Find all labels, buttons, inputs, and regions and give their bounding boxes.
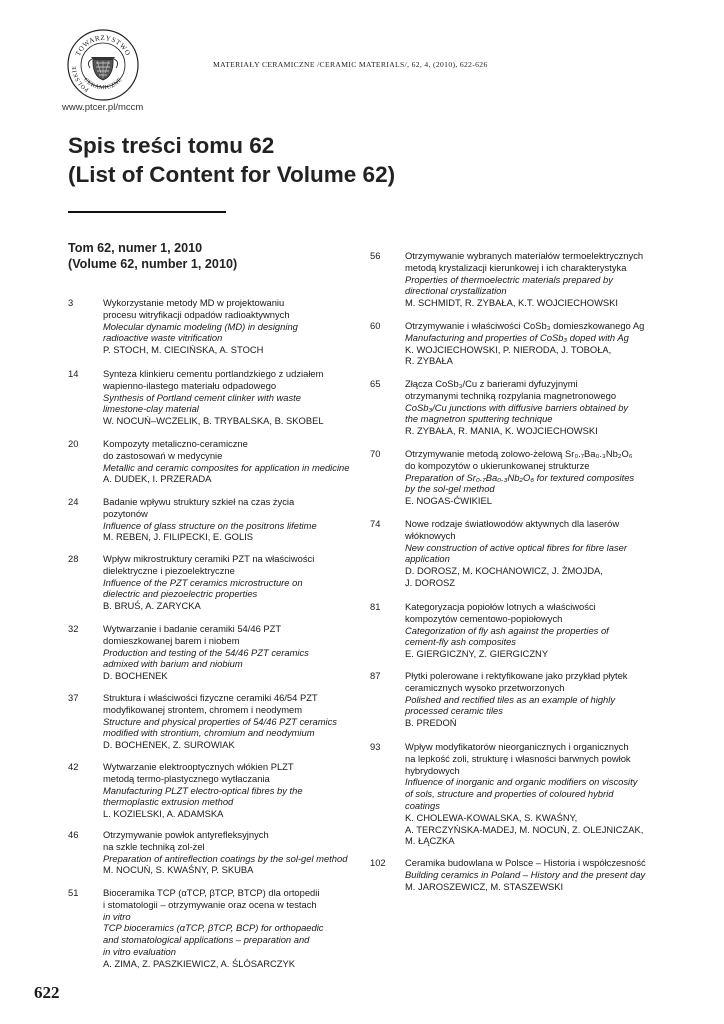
toc-entry-title-english: of sols, structure and properties of coloured hybrid	[405, 788, 614, 800]
toc-entry-title-english: admixed with barium and niobium	[103, 658, 243, 670]
toc-entry-title-english: Building ceramics in Poland – History and the present day	[405, 868, 646, 880]
toc-entry-authors: A. TERCZYŃSKA-MADEJ, M. NOCUŃ, Z. OLEJNICZAK,	[405, 823, 644, 835]
toc-entry-title-polish: metodą krystalizacji kierunkowej i ich charakterystyka	[405, 261, 627, 273]
toc-entry-page: 42	[68, 761, 79, 772]
toc-entry-title-polish: dielektryczne i piezoelektryczne	[103, 564, 235, 576]
toc-entry-body	[103, 496, 363, 543]
toc-entry-title-polish: i stomatologii – otrzymywanie oraz ocena w testach	[103, 898, 317, 910]
toc-entry-authors: D. DOROSZ, M. KOCHANOWICZ, J. ŻMOJDA,	[405, 565, 603, 577]
toc-entry-title-english: the magnetron sputtering technique	[405, 413, 553, 425]
toc-entry-title-english: radioactive waste vitrification	[103, 332, 223, 344]
toc-entry-page: 74	[370, 518, 381, 529]
toc-entry-page: 14	[68, 368, 79, 379]
toc-entry-title-english: dielectric and piezoelectric properties	[103, 588, 258, 600]
toc-entry-page: 46	[68, 829, 79, 840]
toc-entry-page: 102	[370, 857, 386, 868]
toc-entry-authors: D. BOCHENEK	[103, 670, 168, 682]
logo-bottom-text: CERAMICZNE	[82, 76, 124, 92]
toc-entry-authors: M. NOCUŃ, S. KWAŚNY, P. SKUBA	[103, 864, 254, 876]
toc-entry-page: 20	[68, 438, 79, 449]
toc-entry-title-polish: do zastosowań w medycynie	[103, 449, 223, 461]
toc-entry-title-english: by the sol-gel method	[405, 483, 495, 495]
toc-entry-title-english: cement-fly ash composites	[405, 636, 516, 648]
toc-entry-title-polish: Kompozyty metaliczno-ceramiczne	[103, 438, 248, 449]
toc-entry-title-polish: Otrzymywanie i właściwości CoSb₃ domieszkowanego Ag	[405, 320, 645, 331]
toc-entry-authors: K. WOJCIECHOWSKI, P. NIERODA, J. TOBOŁA,	[405, 343, 612, 355]
logo-left-text: POLSKIE	[71, 65, 91, 93]
toc-entry-authors: E. NOGAS-ĆWIKIEL	[405, 495, 492, 507]
toc-entry-title-english: coatings	[405, 799, 440, 811]
toc-entry-body	[405, 250, 680, 309]
toc-entry-title-polish: Wytwarzanie elektrooptycznych włókien PLZT	[103, 761, 294, 772]
toc-entry-title-english: and stomatological applications – preparation and	[103, 934, 310, 946]
toc-entry-title-english: directional crystallization	[405, 285, 507, 297]
toc-entry-title-polish: procesu witryfikacji odpadów radioaktywnych	[103, 308, 290, 320]
toc-entry-body	[405, 320, 680, 367]
toc-entry-title-polish: Wykorzystanie metody MD w projektowaniu	[103, 297, 285, 308]
toc-entry-page: 81	[370, 601, 381, 612]
toc-entry-body	[103, 692, 363, 751]
toc-entry-authors: M. SCHMIDT, R. ZYBAŁA, K.T. WOJCIECHOWSKI	[405, 297, 619, 309]
toc-entry-body	[405, 378, 680, 437]
toc-entry-title-english: Synthesis of Portland cement clinker with waste	[103, 391, 302, 403]
issue-heading-polish: Tom 62, numer 1, 2010	[68, 241, 203, 255]
toc-entry-body	[103, 553, 363, 612]
toc-entry-authors: M. ŁĄCZKA	[405, 835, 455, 847]
toc-entry-page: 93	[370, 741, 381, 752]
toc-entry-page: 65	[370, 378, 381, 389]
toc-entry-title-polish: metodą termo-plastycznego wytłaczania	[103, 772, 270, 784]
toc-entry-title-english: limestone-clay material	[103, 403, 199, 415]
toc-entry-body	[103, 761, 363, 820]
toc-entry-authors: B. BRUŚ, A. ZARYCKA	[103, 600, 201, 612]
title-line-english: (List of Content for Volume 62)	[68, 162, 396, 187]
toc-entry-page: 32	[68, 623, 79, 634]
toc-entry-page: 24	[68, 496, 79, 507]
toc-entry-authors: M. JAROSZEWICZ, M. STASZEWSKI	[405, 880, 564, 892]
toc-entry-authors: K. CHOLEWA-KOWALSKA, S. KWAŚNY,	[405, 811, 578, 823]
toc-entry-title-english: New construction of active optical fibres for fibre laser	[405, 541, 627, 553]
toc-entry-title-english: Production and testing of the 54/46 PZT ceramics	[103, 646, 309, 658]
toc-entry-title-english: Influence of glass structure on the positrons lifetime	[103, 519, 317, 531]
toc-entry-title-polish: otrzymanymi techniką rozpylania magnetronowego	[405, 389, 617, 401]
journal-citation: MATERIAŁY CERAMICZNE /CERAMIC MATERIALS/, 62, 4, (2010), 622-626	[213, 60, 488, 69]
toc-entry-title-english: Influence of inorganic and organic modifiers on viscosity	[405, 776, 638, 788]
toc-entry-title-english: CoSb₃/Cu junctions with diffusive barriers obtained by	[405, 401, 629, 413]
toc-entry-page: 56	[370, 250, 381, 261]
toc-entry-page: 37	[68, 692, 79, 703]
toc-entry-title-english: Preparation of Sr₀.₇Ba₀.₃Nb₂O₆ for textured composites	[405, 471, 635, 483]
toc-entry-page: 3	[68, 297, 74, 308]
toc-entry-title-polish: Otrzymywanie metodą zolowo-żelową Sr₀.₇Ba₀.₃Nb₂O₆	[405, 448, 633, 459]
toc-entry-title-polish: Nowe rodzaje światłowodów aktywnych dla laserów	[405, 518, 620, 529]
vessel-emblem-icon	[88, 57, 117, 80]
toc-entry-page: 60	[370, 320, 381, 331]
toc-entry-authors: R. ZYBAŁA	[405, 355, 453, 367]
issue-heading-english: (Volume 62, number 1, 2010)	[68, 257, 238, 271]
toc-entry-title-english: Molecular dynamic modeling (MD) in designing	[103, 320, 298, 332]
toc-entry-title-polish: włóknowych	[405, 529, 456, 541]
toc-entry-title-english: Influence of the PZT ceramics microstructure on	[103, 576, 303, 588]
society-logo	[66, 28, 140, 102]
toc-entry-body	[405, 601, 680, 660]
toc-entry-title-polish: Struktura i właściwości fizyczne ceramiki 46/54 PZT	[103, 692, 318, 703]
toc-entry-authors: P. STOCH, M. CIECIŃSKA, A. STOCH	[103, 344, 264, 356]
toc-entry-body	[405, 741, 680, 847]
toc-entry-title-polish: na lepkość zoli, strukturę i własności barwnych powłok	[405, 752, 631, 764]
toc-entry-authors: E. GIERGICZNY, Z. GIERGICZNY	[405, 648, 549, 660]
toc-entry-title-english: application	[405, 553, 450, 565]
toc-entry-body	[405, 518, 680, 589]
toc-entry-title-english: Categorization of fly ash against the properties of	[405, 624, 609, 636]
toc-entry-title-polish: domieszkowanej barem i niobem	[103, 634, 240, 646]
toc-entry-title-english: TCP bioceramics (αTCP, βTCP, BCP) for orthopaedic	[103, 922, 324, 934]
toc-entry-title-english: Preparation of antireflection coatings by the sol-gel method	[103, 852, 348, 864]
toc-entry-title-polish: Wpływ modyfikatorów nieorganicznych i organicznych	[405, 741, 629, 752]
svg-text:TOWARZYSTWO	[74, 34, 132, 57]
toc-entry-authors: A. ZIMA, Z. PASZKIEWICZ, A. ŚLÓSARCZYK	[103, 957, 296, 969]
toc-entry-page: 28	[68, 553, 79, 564]
issue-heading	[68, 240, 237, 272]
toc-entry-title-polish: kompozytów cementowo-popiołowych	[405, 612, 563, 624]
toc-entry-authors: D. BOCHENEK, Z. SUROWIAK	[103, 739, 235, 751]
page-number: 622	[34, 983, 60, 1002]
logo-top-text: TOWARZYSTWO	[73, 33, 132, 58]
toc-entry-body	[103, 887, 363, 970]
toc-entry-title-english: Structure and physical properties of 54/46 PZT ceramics	[103, 715, 337, 727]
toc-entry-title-english: modified with strontium, chromium and neodymium	[103, 727, 315, 739]
website-url[interactable]: www.ptcer.pl/mccm	[62, 102, 144, 113]
toc-entry-body	[103, 368, 363, 427]
toc-entry-body	[103, 297, 363, 356]
toc-entry-authors: L. KOZIELSKI, A. ADAMSKA	[103, 808, 224, 820]
toc-entry-page: 87	[370, 670, 381, 681]
toc-entry-authors: W. NOCUŃ–WCZELIK, B. TRYBALSKA, B. SKOBEL	[103, 415, 324, 427]
toc-entry-title-polish: Synteza klinkieru cementu portlandzkiego z udziałem	[103, 368, 324, 379]
toc-entry-title-english: Properties of thermoelectric materials prepared by	[405, 273, 613, 285]
toc-entry-title-polish: Otrzymywanie powłok antyrefleksyjnych	[103, 829, 269, 840]
toc-entry-title-english: thermoplastic extrusion method	[103, 796, 234, 808]
toc-entry-title-polish: Płytki polerowane i rektyfikowane jako przykład płytek	[405, 670, 628, 681]
toc-entry-authors: A. DUDEK, I. PRZERADA	[103, 473, 212, 485]
toc-entry-title-polish: hybrydowych	[405, 764, 460, 776]
toc-entry-body	[405, 857, 680, 892]
toc-entry-title-english: in vitro	[103, 910, 131, 922]
toc-entry-title-english: in vitro evaluation	[103, 945, 176, 957]
toc-entry-page: 70	[370, 448, 381, 459]
toc-entry-body	[405, 448, 680, 507]
toc-entry-title-english: Manufacturing and properties of CoSb₃ doped with Ag	[405, 331, 629, 343]
toc-entry-title-polish: Złącza CoSb₃/Cu z barierami dyfuzyjnymi	[405, 378, 578, 389]
title-line-polish: Spis treści tomu 62	[68, 133, 275, 158]
toc-entry-title-polish: modyfikowanej strontem, chromem i neodymem	[103, 703, 303, 715]
toc-entry-title-english: Polished and rectified tiles as an example of highly	[405, 693, 616, 705]
toc-entry-title-polish: ceramicznych wysoko przetworzonych	[405, 681, 565, 693]
toc-entry-authors: R. ZYBAŁA, R. MANIA, K. WOJCIECHOWSKI	[405, 425, 598, 437]
toc-entry-title-polish: Bioceramika TCP (αTCP, βTCP, BTCP) dla ortopedii	[103, 887, 320, 898]
toc-entry-authors: B. PREDOŃ	[405, 717, 457, 729]
toc-entry-title-polish: Ceramika budowlana w Polsce – Historia i współczesność	[405, 857, 646, 868]
toc-entry-title-polish: Wytwarzanie i badanie ceramiki 54/46 PZT	[103, 623, 282, 634]
toc-entry-body	[103, 438, 363, 485]
toc-entry-title-english: Metallic and ceramic composites for application in medicine	[103, 461, 350, 473]
toc-entry-title-polish: wapienno-ilastego materiału odpadowego	[103, 379, 277, 391]
toc-entry-body	[405, 670, 680, 729]
toc-entry-body	[103, 623, 363, 682]
page-title	[68, 131, 395, 189]
toc-entry-body	[103, 829, 363, 876]
toc-entry-authors: J. DOROSZ	[405, 576, 456, 588]
toc-entry-title-polish: Wpływ mikrostruktury ceramiki PZT na właściwości	[103, 553, 315, 564]
toc-entry-title-polish: pozytonów	[103, 507, 148, 519]
toc-entry-title-polish: Otrzymywanie wybranych materiałów termoelektrycznych	[405, 250, 644, 261]
toc-entry-title-polish: do kompozytów o ukierunkowanej strukturze	[405, 459, 590, 471]
toc-entry-title-polish: Badanie wpływu struktury szkieł na czas życia	[103, 496, 295, 507]
title-underline-divider	[68, 211, 226, 213]
toc-entry-authors: M. REBEN, J. FILIPECKI, E. GOLIS	[103, 531, 254, 543]
toc-entry-title-polish: na szkle techniką zol-żel	[103, 840, 205, 852]
toc-entry-page: 51	[68, 887, 79, 898]
toc-entry-title-polish: Kategoryzacja popiołów lotnych a właściwości	[405, 601, 596, 612]
toc-entry-title-english: processed ceramic tiles	[405, 705, 503, 717]
toc-entry-title-english: Manufacturing PLZT electro-optical fibres by the	[103, 784, 303, 796]
